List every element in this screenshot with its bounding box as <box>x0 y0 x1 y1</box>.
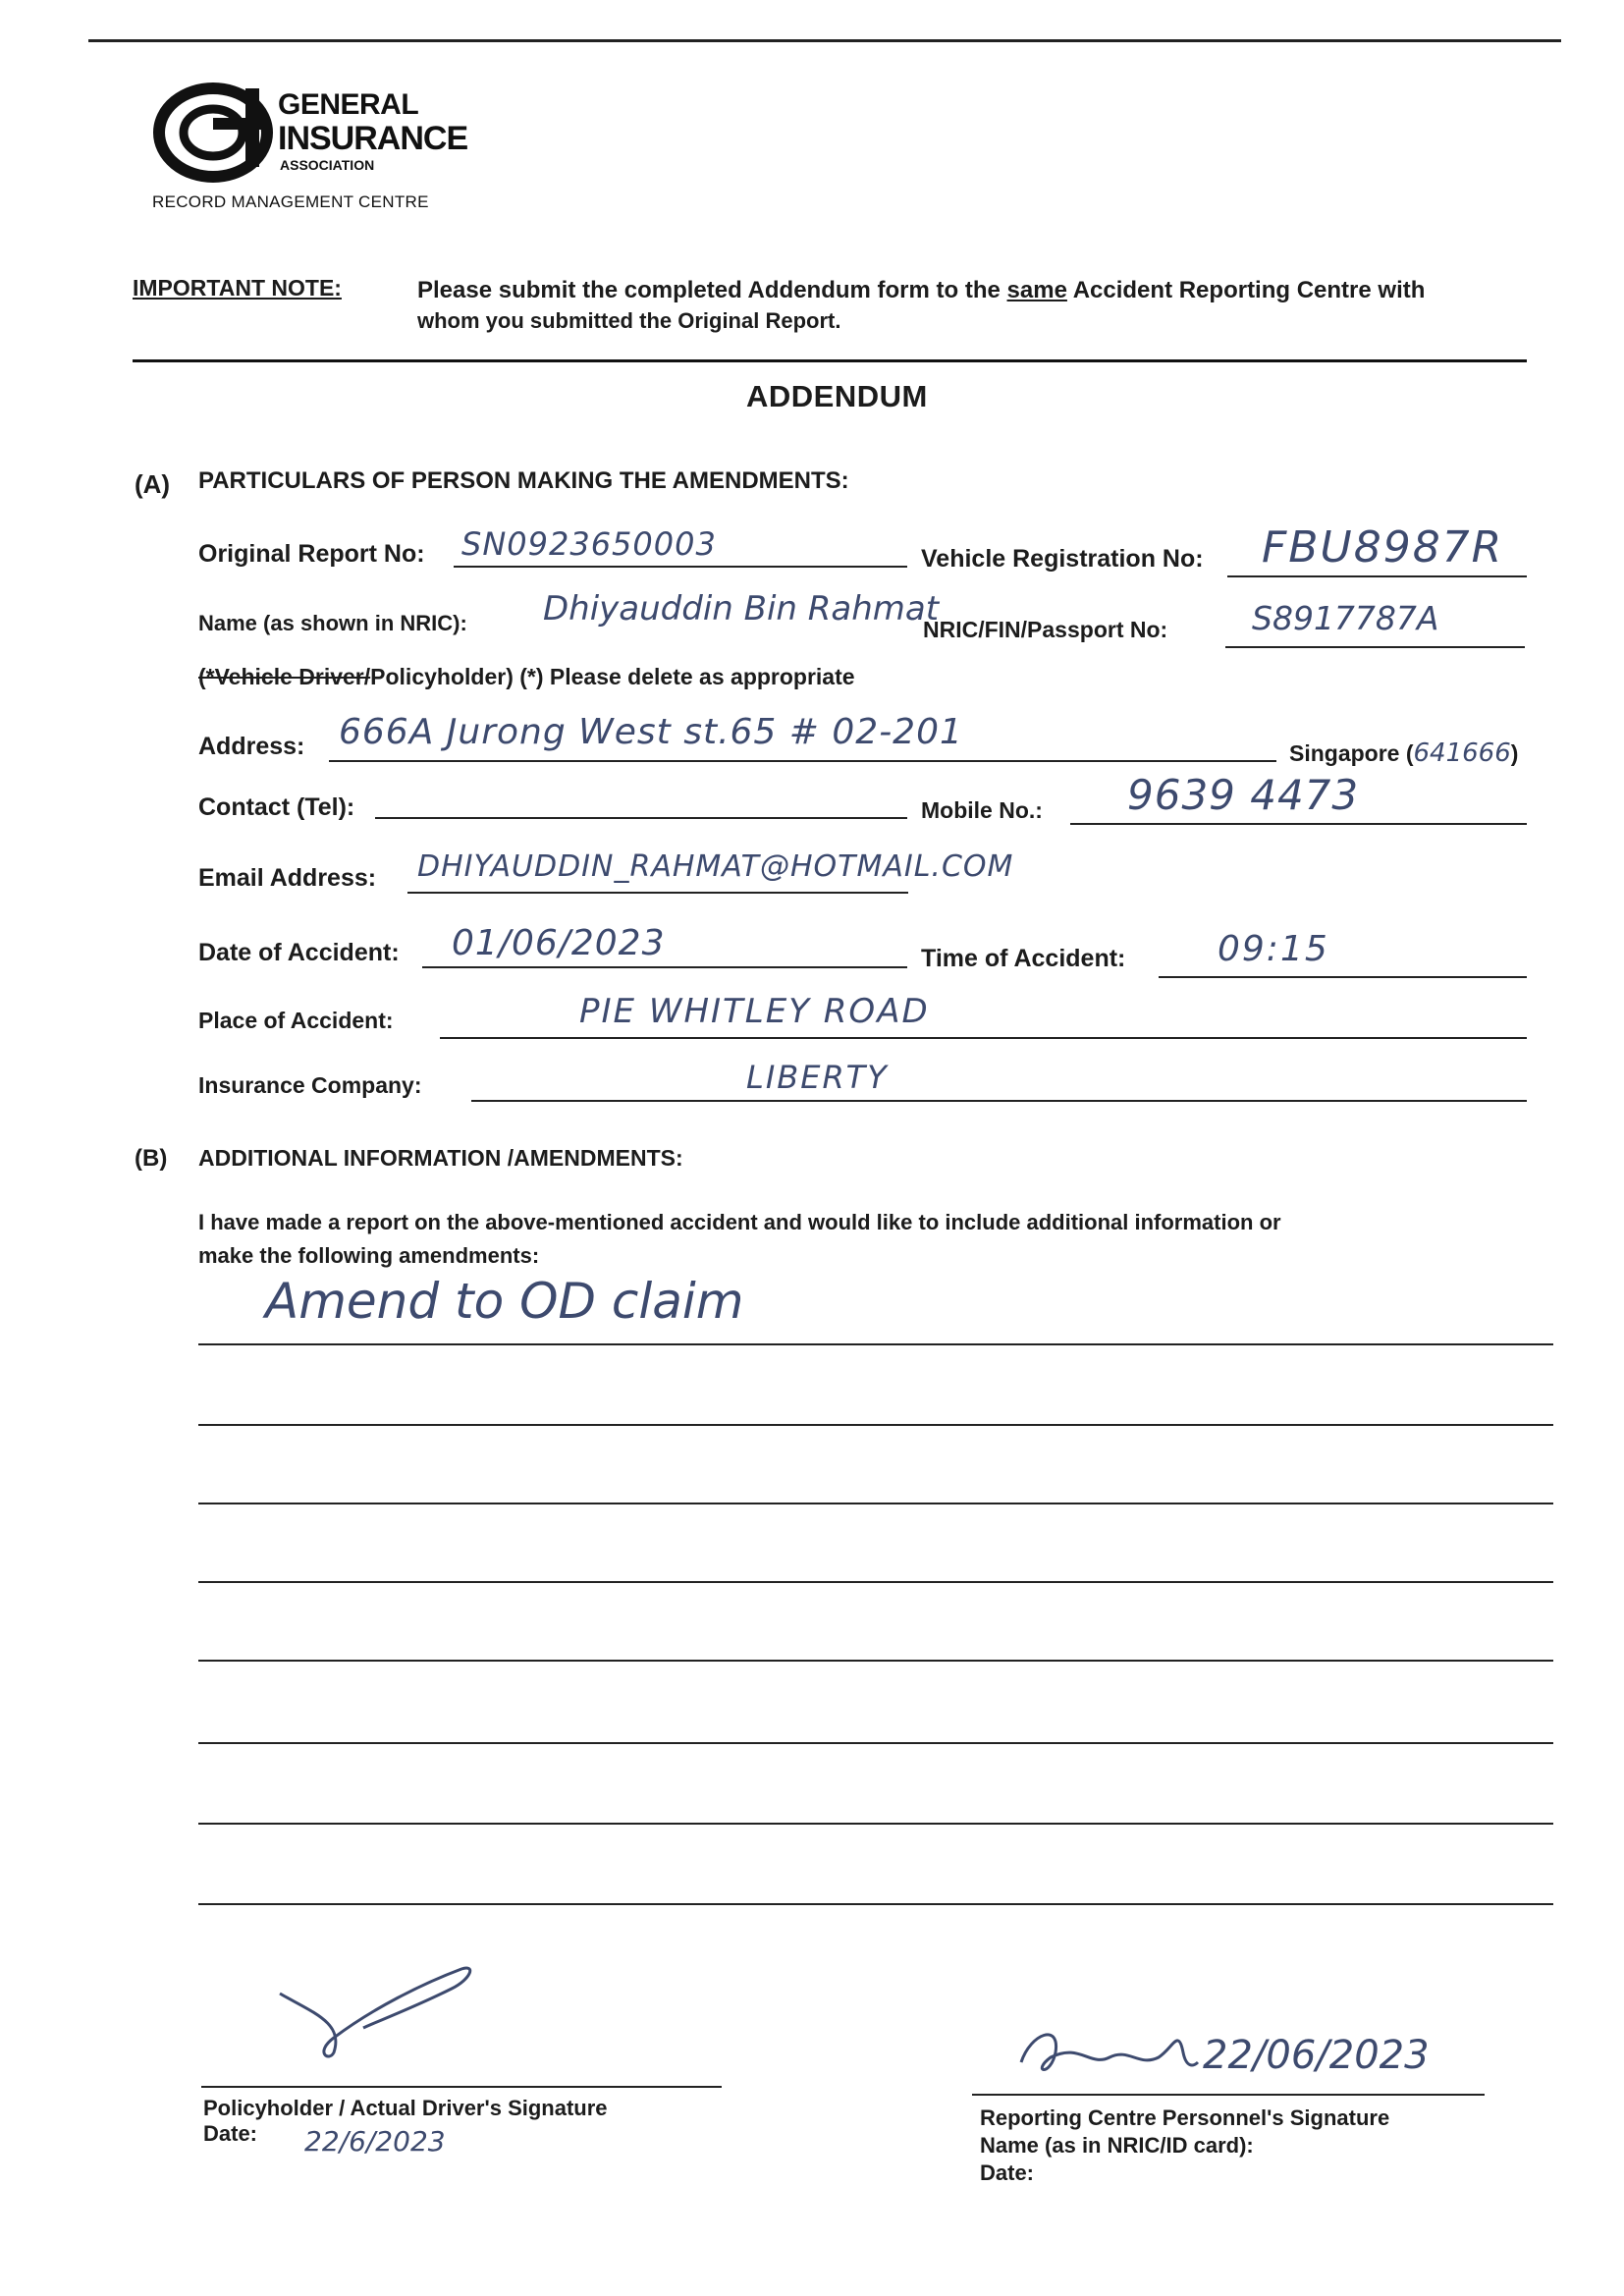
centre-date-label: Date: <box>980 2160 1035 2185</box>
accident-time-line <box>1159 976 1527 978</box>
vehicle-reg-value: FBU8987R <box>1262 522 1504 573</box>
note-text-part1: Please submit the completed Addendum form to the <box>417 277 1001 303</box>
amendment-text: Amend to OD claim <box>265 1273 744 1330</box>
policyholder-signature-line <box>201 2086 722 2088</box>
nric-line <box>1225 646 1525 648</box>
logo-subtitle: RECORD MANAGEMENT CENTRE <box>152 192 429 211</box>
accident-date-value: 01/06/2023 <box>452 923 666 963</box>
singapore-postal <box>1289 738 1518 768</box>
section-a-letter: (A) <box>135 469 171 499</box>
amendment-line-4 <box>198 1581 1553 1583</box>
accident-place-label: Place of Accident: <box>198 1008 394 1033</box>
centre-signature-label: Reporting Centre Personnel's Signature <box>980 2105 1390 2130</box>
accident-time-label: Time of Accident: <box>921 945 1126 972</box>
contact-label: Contact (Tel): <box>198 793 355 821</box>
amendment-line-3 <box>198 1503 1553 1504</box>
important-note-text <box>417 277 1425 304</box>
centre-personnel-signature <box>1011 2013 1208 2092</box>
contact-line <box>375 817 907 819</box>
insurance-company-line <box>471 1100 1527 1102</box>
gia-logo <box>152 79 476 216</box>
nric-label: NRIC/FIN/Passport No: <box>923 617 1168 642</box>
name-label: Name (as shown in NRIC): <box>198 611 467 635</box>
insurance-company-label: Insurance Company: <box>198 1072 422 1098</box>
email-line <box>407 892 908 894</box>
mobile-label: Mobile No.: <box>921 797 1043 823</box>
role-text: Policyholder) (*) Please delete as appropriate <box>370 664 855 689</box>
mobile-value: 9639 4473 <box>1127 771 1360 819</box>
address-line <box>329 760 1276 762</box>
accident-place-value: PIE WHITLEY ROAD <box>579 992 930 1031</box>
address-label: Address: <box>198 733 305 760</box>
important-note-text-line2: whom you submitted the Original Report. <box>417 308 841 333</box>
address-value: 666A Jurong West st.65 # 02-201 <box>339 712 963 752</box>
postal-code-value: 641666 <box>1413 738 1511 768</box>
note-same: same <box>1006 277 1067 303</box>
section-b-letter: (B) <box>135 1145 168 1172</box>
top-border <box>88 39 1561 42</box>
section-b-intro-line2: make the following amendments: <box>198 1243 540 1268</box>
name-value: Dhiyauddin Bin Rahmat <box>543 589 940 629</box>
email-label: Email Address: <box>198 864 377 892</box>
vehicle-reg-line <box>1227 575 1527 577</box>
insurance-company-value: LIBERTY <box>746 1059 889 1096</box>
section-a-heading: PARTICULARS OF PERSON MAKING THE AMENDMENTS: <box>198 467 849 494</box>
accident-place-line <box>440 1037 1527 1039</box>
note-text-part2: Accident Reporting Centre with <box>1072 277 1426 303</box>
policyholder-signature-label: Policyholder / Actual Driver's Signature <box>203 2096 608 2120</box>
singapore-close: ) <box>1510 740 1519 766</box>
accident-time-value: 09:15 <box>1218 929 1329 969</box>
amendment-line-6 <box>198 1742 1553 1744</box>
amendment-line-1 <box>198 1343 1553 1345</box>
centre-name-label: Name (as in NRIC/ID card): <box>980 2133 1254 2158</box>
section-b-intro-line1: I have made a report on the above-mentioned accident and would like to include additional information or <box>198 1210 1281 1234</box>
logo-line-general: GENERAL <box>278 88 419 121</box>
singapore-label: Singapore ( <box>1289 740 1414 766</box>
mobile-line <box>1070 823 1527 825</box>
policyholder-signature <box>275 1954 491 2072</box>
centre-signature-line <box>972 2094 1485 2096</box>
amendment-line-5 <box>198 1660 1553 1662</box>
amendment-line-7 <box>198 1823 1553 1825</box>
vehicle-reg-label: Vehicle Registration No: <box>921 545 1204 573</box>
gia-emblem-icon <box>152 79 280 187</box>
logo-line-insurance: INSURANCE <box>278 120 468 157</box>
email-value: DHIYAUDDIN_RAHMAT@HOTMAIL.COM <box>417 849 1014 884</box>
accident-date-label: Date of Accident: <box>198 939 400 966</box>
form-title: ADDENDUM <box>746 379 928 413</box>
note-divider <box>133 359 1527 362</box>
amendment-line-8 <box>198 1903 1553 1905</box>
section-b-heading: ADDITIONAL INFORMATION /AMENDMENTS: <box>198 1145 683 1171</box>
role-struck-text: (*Vehicle Driver/ <box>198 664 371 689</box>
logo-line-association: ASSOCIATION <box>280 157 375 173</box>
amendment-line-2 <box>198 1424 1553 1426</box>
policyholder-date-value: 22/6/2023 <box>304 2125 446 2158</box>
centre-date-value: 22/06/2023 <box>1203 2033 1430 2078</box>
policyholder-date-label: Date: <box>203 2121 258 2146</box>
original-report-label: Original Report No: <box>198 540 425 568</box>
original-report-line <box>454 566 907 568</box>
important-note-label: IMPORTANT NOTE: <box>133 275 342 301</box>
accident-date-line <box>422 966 907 968</box>
original-report-value: SN0923650003 <box>461 525 717 563</box>
role-line <box>198 664 855 690</box>
nric-value: S8917787A <box>1252 599 1439 637</box>
